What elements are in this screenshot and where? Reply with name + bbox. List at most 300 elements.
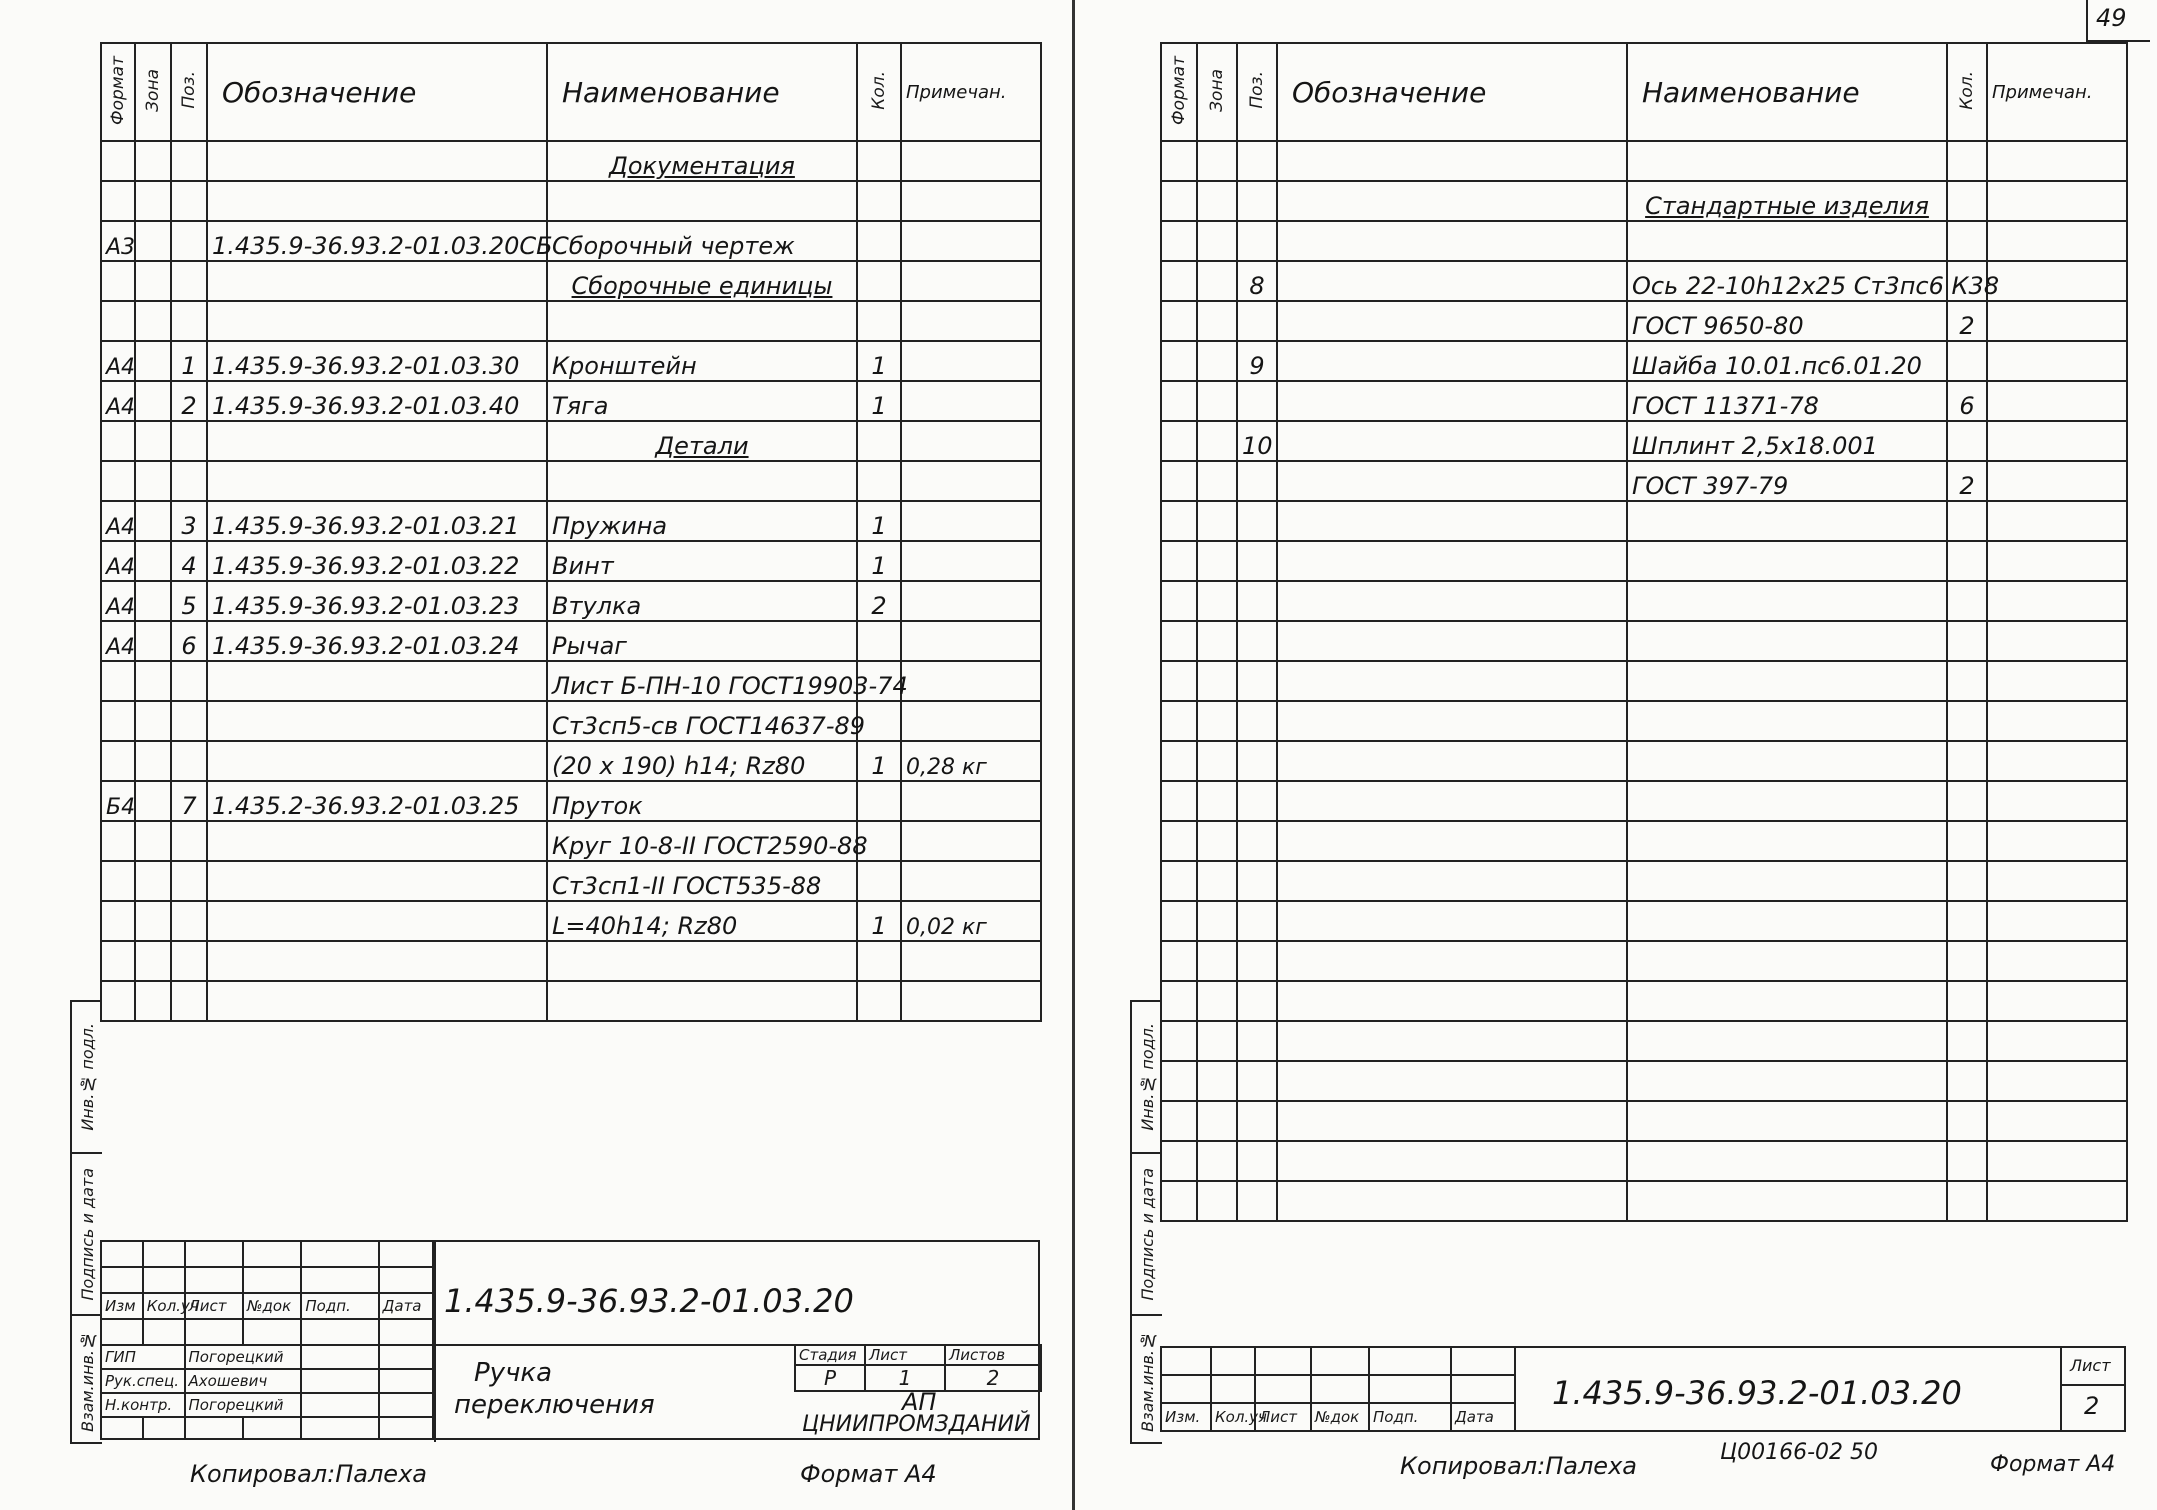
- cell-pos: [171, 581, 207, 621]
- table-row: [1161, 821, 2127, 861]
- cell-fmt-text: А4: [106, 555, 136, 580]
- cell-name: [1627, 661, 1947, 701]
- cell-des: [207, 781, 547, 821]
- cell-qty: [1947, 941, 1987, 981]
- header-pos: [1237, 43, 1277, 141]
- cell-des: [1277, 301, 1627, 341]
- header-designation-label: Обозначение: [1292, 75, 1487, 109]
- cell-fmt-text: А4: [106, 395, 136, 420]
- cell-zone: [135, 581, 171, 621]
- cell-des-text: 1.435.2-36.93.2-01.03.25: [212, 792, 520, 820]
- cell-note: [1987, 981, 2127, 1021]
- role-nkontr: Н.контр.: [101, 1393, 185, 1417]
- cell-fmt: [101, 461, 135, 501]
- right-sheet-value: 2: [2084, 1392, 2100, 1420]
- cell-pos: [1237, 461, 1277, 501]
- cell-name-text: Винт: [552, 552, 614, 580]
- table-row: [1161, 741, 2127, 781]
- cell-name-text: Документация: [609, 152, 795, 180]
- cell-qty: [1947, 501, 1987, 541]
- col-label: Кол.уч: [143, 1293, 185, 1319]
- cell-fmt: [101, 941, 135, 981]
- cell-des: [207, 261, 547, 301]
- cell-name: [1627, 501, 1947, 541]
- cell-pos: [1237, 381, 1277, 421]
- cell-name-text: Пруток: [552, 792, 643, 820]
- cell-des: [1277, 221, 1627, 261]
- cell-fmt: [101, 341, 135, 381]
- cell-des: [207, 701, 547, 741]
- col-label: Изм: [101, 1293, 143, 1319]
- cell-fmt: [1161, 1141, 1197, 1181]
- cell-des: [207, 301, 547, 341]
- cell-fmt: [101, 981, 135, 1021]
- cell-note: [1987, 621, 2127, 661]
- cell-des: [1277, 381, 1627, 421]
- cell-des: [207, 341, 547, 381]
- table-row: [101, 461, 1041, 501]
- table-row: [1161, 1021, 2127, 1061]
- cell-name-text: ГОСТ 11371-78: [1632, 392, 1819, 420]
- header-zone: [135, 43, 171, 141]
- cell-pos: [1237, 661, 1277, 701]
- cell-pos: [171, 421, 207, 461]
- cell-name: [547, 741, 857, 781]
- header-designation: [207, 43, 547, 141]
- right-doc-number: 1.435.9-36.93.2-01.03.20: [1552, 1374, 1962, 1412]
- cell-note: [1987, 261, 2127, 301]
- cell-note: [1987, 1021, 2127, 1061]
- left-side-label-sign: Подпись и дата: [77, 1167, 97, 1301]
- cell-zone: [135, 221, 171, 261]
- cell-zone: [1197, 1061, 1237, 1101]
- cell-zone: [135, 941, 171, 981]
- cell-note: [1987, 781, 2127, 821]
- spec-header-row: [101, 43, 1041, 141]
- table-row: [1161, 381, 2127, 421]
- cell-pos: [1237, 1061, 1277, 1101]
- cell-zone: [1197, 941, 1237, 981]
- cell-note: [901, 461, 1041, 501]
- cell-fmt: [1161, 941, 1197, 981]
- cell-note: [1987, 461, 2127, 501]
- cell-name: [1627, 1141, 1947, 1181]
- cell-fmt: [101, 741, 135, 781]
- table-row: [1161, 1101, 2127, 1141]
- table-row: [1161, 421, 2127, 461]
- cell-name: [1627, 221, 1947, 261]
- header-zone-label: Зона: [1207, 68, 1227, 112]
- cell-note: [1987, 701, 2127, 741]
- cell-name: [547, 141, 857, 181]
- cell-qty: [1947, 821, 1987, 861]
- cell-des: [207, 941, 547, 981]
- cell-note: [1987, 1181, 2127, 1221]
- cell-fmt: [1161, 341, 1197, 381]
- cell-des: [1277, 861, 1627, 901]
- cell-zone: [135, 541, 171, 581]
- cell-qty: [1947, 981, 1987, 1021]
- left-org-line2: ЦНИИПРОМЗДАНИЙ: [802, 1412, 1031, 1437]
- cell-note: [1987, 541, 2127, 581]
- cell-name-text: Ось 22-10h12x25 Ст3пс6 К38: [1632, 272, 2000, 300]
- cell-des: [1277, 141, 1627, 181]
- cell-fmt: [101, 661, 135, 701]
- cell-fmt: [1161, 301, 1197, 341]
- cell-note: [1987, 821, 2127, 861]
- cell-des: [1277, 341, 1627, 381]
- header-zone-label: Зона: [143, 68, 163, 112]
- cell-name: [547, 941, 857, 981]
- cell-zone: [1197, 581, 1237, 621]
- table-row: [101, 181, 1041, 221]
- cell-note: [1987, 221, 2127, 261]
- table-row: [101, 421, 1041, 461]
- cell-qty: [1947, 741, 1987, 781]
- cell-fmt: [1161, 1181, 1197, 1221]
- left-title-col-labels: [101, 1293, 433, 1319]
- cell-qty: [1947, 581, 1987, 621]
- cell-zone: [135, 821, 171, 861]
- col-label: Лист: [1255, 1403, 1311, 1431]
- name-nkontr: Погорецкий: [185, 1393, 302, 1417]
- cell-zone: [135, 621, 171, 661]
- cell-fmt-text: А4: [106, 515, 136, 540]
- cell-qty: [1947, 461, 1987, 501]
- cell-name: [1627, 581, 1947, 621]
- cell-zone: [1197, 341, 1237, 381]
- cell-fmt: [1161, 1021, 1197, 1061]
- right-sheet-label: Лист: [2070, 1356, 2111, 1375]
- cell-qty: [857, 781, 901, 821]
- cell-des: [1277, 1141, 1627, 1181]
- cell-name: [547, 301, 857, 341]
- cell-qty: [857, 901, 901, 941]
- cell-name: [1627, 421, 1947, 461]
- cell-qty: [857, 261, 901, 301]
- cell-fmt: [101, 221, 135, 261]
- table-row: [101, 221, 1041, 261]
- cell-zone: [135, 501, 171, 541]
- cell-fmt: [1161, 661, 1197, 701]
- cell-name: [1627, 1061, 1947, 1101]
- cell-qty: [857, 141, 901, 181]
- cell-zone: [1197, 861, 1237, 901]
- header-designation: [1277, 43, 1627, 141]
- cell-fmt: [1161, 821, 1197, 861]
- cell-des: [1277, 181, 1627, 221]
- cell-des: [1277, 901, 1627, 941]
- cell-fmt: [101, 181, 135, 221]
- cell-name: [1627, 1021, 1947, 1061]
- cell-qty: [857, 621, 901, 661]
- cell-qty-text: 1: [871, 392, 887, 420]
- cell-name-text: Сборочные единицы: [571, 272, 833, 300]
- cell-note: [901, 741, 1041, 781]
- cell-pos: [1237, 781, 1277, 821]
- cell-note: [1987, 941, 2127, 981]
- cell-des: [207, 181, 547, 221]
- right-spec-body: [1161, 43, 2127, 1221]
- cell-name-text: ГОСТ 397-79: [1632, 472, 1789, 500]
- cell-zone: [1197, 221, 1237, 261]
- cell-name: [1627, 621, 1947, 661]
- cell-zone: [1197, 301, 1237, 341]
- table-row: [1161, 941, 2127, 981]
- cell-zone: [135, 421, 171, 461]
- cell-pos: [1237, 901, 1277, 941]
- cell-name: [547, 581, 857, 621]
- cell-des: [1277, 1101, 1627, 1141]
- cell-zone: [135, 781, 171, 821]
- table-row: [101, 821, 1041, 861]
- cell-note-text: 0,28 кг: [906, 755, 987, 780]
- cell-des-text: 1.435.9-36.93.2-01.03.22: [212, 552, 520, 580]
- cell-zone: [135, 181, 171, 221]
- cell-pos: [171, 821, 207, 861]
- header-qty: [857, 43, 901, 141]
- cell-pos: [1237, 501, 1277, 541]
- cell-pos: [1237, 861, 1277, 901]
- cell-fmt: [1161, 1101, 1197, 1141]
- cell-zone: [135, 701, 171, 741]
- cell-qty: [857, 861, 901, 901]
- table-row: [101, 861, 1041, 901]
- left-footer-copied: Копировал:Палеха: [190, 1460, 427, 1488]
- header-qty: [1947, 43, 1987, 141]
- cell-pos: [171, 741, 207, 781]
- cell-qty: [1947, 781, 1987, 821]
- cell-qty: [1947, 1101, 1987, 1141]
- cell-fmt: [101, 501, 135, 541]
- table-row: [1161, 301, 2127, 341]
- cell-des: [207, 581, 547, 621]
- cell-qty-text: 2: [1959, 472, 1975, 500]
- cell-pos-text: 4: [181, 552, 197, 580]
- col-label: Дата: [379, 1293, 433, 1319]
- cell-fmt: [1161, 141, 1197, 181]
- cell-qty: [1947, 341, 1987, 381]
- cell-qty: [1947, 701, 1987, 741]
- cell-des: [1277, 541, 1627, 581]
- cell-des-text: 1.435.9-36.93.2-01.03.23: [212, 592, 520, 620]
- cell-des: [207, 821, 547, 861]
- table-row: [1161, 861, 2127, 901]
- cell-note: [901, 661, 1041, 701]
- cell-qty-text: 1: [871, 552, 887, 580]
- left-side-cell: [72, 1154, 102, 1316]
- cell-pos: [1237, 141, 1277, 181]
- cell-name: [1627, 461, 1947, 501]
- header-format: [101, 43, 135, 141]
- table-row: [1161, 221, 2127, 261]
- right-side-cell: [1132, 1002, 1162, 1154]
- sheet-value: 1: [865, 1365, 945, 1391]
- cell-des: [1277, 661, 1627, 701]
- cell-name: [1627, 821, 1947, 861]
- cell-name-text: Пружина: [552, 512, 668, 540]
- cell-note: [1987, 181, 2127, 221]
- cell-pos: [1237, 221, 1277, 261]
- cell-note: [901, 181, 1041, 221]
- cell-note: [1987, 1141, 2127, 1181]
- cell-note: [901, 501, 1041, 541]
- cell-pos: [171, 501, 207, 541]
- header-note: [1987, 43, 2127, 141]
- cell-note: [901, 781, 1041, 821]
- cell-des: [207, 981, 547, 1021]
- cell-pos: [171, 461, 207, 501]
- table-row: [1161, 181, 2127, 221]
- cell-des-text: 1.435.9-36.93.2-01.03.40: [212, 392, 520, 420]
- cell-fmt: [101, 901, 135, 941]
- cell-qty: [1947, 541, 1987, 581]
- left-side-strip: [70, 1000, 102, 1444]
- cell-fmt: [1161, 981, 1197, 1021]
- cell-fmt: [1161, 181, 1197, 221]
- header-zone: [1197, 43, 1237, 141]
- cell-pos: [171, 181, 207, 221]
- cell-qty-text: 1: [871, 512, 887, 540]
- right-spec-table: [1160, 42, 2128, 1222]
- header-name-label: Наименование: [562, 75, 780, 109]
- cell-pos-text: 6: [181, 632, 197, 660]
- cell-zone: [1197, 781, 1237, 821]
- right-title-grid: [1160, 1346, 1516, 1432]
- cell-pos: [171, 541, 207, 581]
- cell-name: [1627, 781, 1947, 821]
- cell-name: [547, 381, 857, 421]
- cell-pos: [1237, 741, 1277, 781]
- cell-qty: [857, 221, 901, 261]
- sheet-label: Лист: [865, 1345, 945, 1365]
- cell-des: [1277, 821, 1627, 861]
- role-spec: Рук.спец.: [101, 1369, 185, 1393]
- cell-zone: [1197, 701, 1237, 741]
- cell-pos: [171, 661, 207, 701]
- cell-qty: [1947, 221, 1987, 261]
- cell-fmt-text: А4: [106, 635, 136, 660]
- right-title-col-labels: [1161, 1403, 1515, 1431]
- sheets-label: Листов: [945, 1345, 1041, 1365]
- cell-fmt: [101, 861, 135, 901]
- col-label: Лист: [185, 1293, 243, 1319]
- cell-fmt: [101, 581, 135, 621]
- cell-name: [547, 661, 908, 701]
- table-row: [101, 501, 1041, 541]
- table-row: [1161, 461, 2127, 501]
- left-doc-number: 1.435.9-36.93.2-01.03.20: [444, 1282, 854, 1320]
- cell-fmt: [1161, 1061, 1197, 1101]
- cell-fmt: [1161, 501, 1197, 541]
- cell-name: [1627, 701, 1947, 741]
- col-label: Подп.: [1369, 1403, 1451, 1431]
- cell-name: [1627, 941, 1947, 981]
- role-gip: ГИП: [101, 1345, 185, 1369]
- cell-qty: [1947, 421, 1987, 461]
- cell-qty: [857, 341, 901, 381]
- cell-zone: [1197, 421, 1237, 461]
- header-format-label: Формат: [1169, 55, 1189, 125]
- cell-pos: [1237, 1181, 1277, 1221]
- table-row: [101, 901, 1041, 941]
- cell-name-text: Кронштейн: [552, 352, 697, 380]
- cell-qty-text: 1: [871, 352, 887, 380]
- cell-note: [901, 261, 1041, 301]
- cell-zone: [1197, 1181, 1237, 1221]
- left-footer-format: Формат А4: [800, 1460, 937, 1488]
- cell-fmt: [1161, 621, 1197, 661]
- cell-note: [1987, 581, 2127, 621]
- cell-des: [1277, 261, 1627, 301]
- table-row: [101, 541, 1041, 581]
- table-row: [101, 261, 1041, 301]
- cell-fmt: [1161, 861, 1197, 901]
- cell-fmt: [101, 701, 135, 741]
- table-row: [1161, 541, 2127, 581]
- header-qty-label: Кол.: [1957, 70, 1977, 110]
- col-label: №док: [243, 1293, 301, 1319]
- cell-zone: [1197, 981, 1237, 1021]
- cell-fmt: [1161, 781, 1197, 821]
- left-title-grid: [100, 1240, 434, 1440]
- stage-value: Р: [795, 1365, 865, 1391]
- left-org-line1: АП: [902, 1388, 937, 1416]
- cell-fmt: [101, 381, 135, 421]
- cell-fmt: [101, 781, 135, 821]
- table-row: [1161, 341, 2127, 381]
- cell-fmt: [1161, 381, 1197, 421]
- cell-name: [547, 901, 857, 941]
- cell-des: [207, 421, 547, 461]
- header-pos: [171, 43, 207, 141]
- cell-des: [207, 141, 547, 181]
- header-format-label: Формат: [108, 55, 128, 125]
- cell-des: [1277, 1181, 1627, 1221]
- cell-pos-text: 2: [181, 392, 197, 420]
- header-name: [1627, 43, 1947, 141]
- cell-zone: [135, 261, 171, 301]
- cell-note: [1987, 1101, 2127, 1141]
- cell-qty: [857, 941, 901, 981]
- cell-pos: [1237, 981, 1277, 1021]
- cell-note: [1987, 341, 2127, 381]
- cell-name-text: Втулка: [552, 592, 642, 620]
- cell-qty: [857, 501, 901, 541]
- cell-des: [207, 901, 547, 941]
- cell-zone: [1197, 541, 1237, 581]
- cell-des: [1277, 1021, 1627, 1061]
- cell-pos: [1237, 301, 1277, 341]
- cell-qty-text: 6: [1959, 392, 1975, 420]
- cell-fmt-text: Б4: [106, 795, 136, 820]
- col-label: №док: [1311, 1403, 1369, 1431]
- cell-note: [901, 981, 1041, 1021]
- cell-pos-text: 1: [181, 352, 197, 380]
- table-row: [101, 581, 1041, 621]
- cell-note: [1987, 421, 2127, 461]
- cell-des: [207, 861, 547, 901]
- col-label: Дата: [1451, 1403, 1515, 1431]
- cell-pos: [171, 981, 207, 1021]
- cell-name: [1627, 301, 1947, 341]
- cell-des: [1277, 1061, 1627, 1101]
- table-row: [1161, 621, 2127, 661]
- spec-header-row: [1161, 43, 2127, 141]
- cell-qty: [1947, 661, 1987, 701]
- cell-fmt-text: А3: [106, 235, 136, 260]
- left-side-cell: [72, 1002, 102, 1154]
